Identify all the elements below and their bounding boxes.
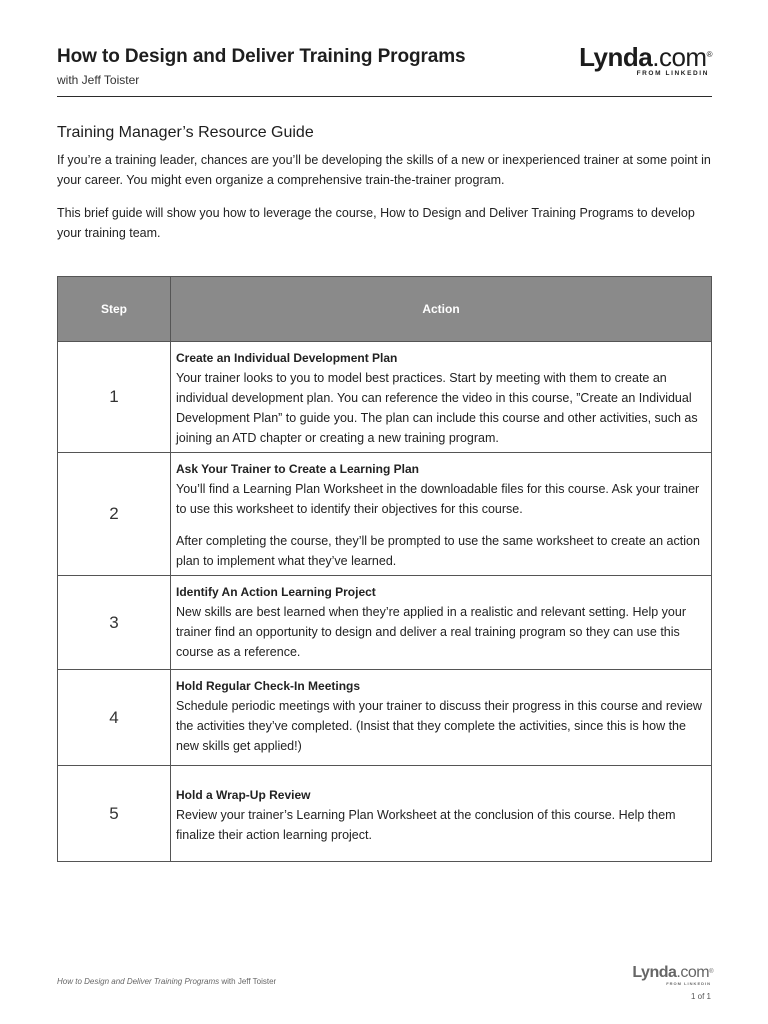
action-text-followup: After completing the course, they’ll be prompted to use the same worksheet to create an action plan to implement what they’ve learned. bbox=[176, 534, 700, 568]
step-number: 5 bbox=[58, 766, 171, 862]
document-header bbox=[57, 44, 712, 97]
footer-logo-domain: .com bbox=[676, 964, 710, 981]
action-title: Ask Your Trainer to Create a Learning Plan bbox=[176, 462, 419, 476]
step-number: 4 bbox=[58, 670, 171, 766]
action-cell bbox=[171, 576, 712, 670]
action-title: Create an Individual Development Plan bbox=[176, 351, 398, 365]
table-row bbox=[58, 342, 712, 453]
logo-tagline: FROM LINKEDIN bbox=[636, 70, 709, 77]
section-title: Training Manager’s Resource Guide bbox=[57, 124, 314, 141]
action-text: Review your trainer’s Learning Plan Worksheet at the conclusion of this course. Help them finalize their action learning project. bbox=[176, 807, 676, 842]
action-text: New skills are best learned when they’re applied in a realistic and relevant setting. Help your trainer find an opportunity to design and deliver a real training program so they can use this course as a reference. bbox=[176, 605, 686, 659]
action-cell bbox=[171, 766, 712, 862]
action-cell bbox=[171, 453, 712, 576]
table-row bbox=[58, 576, 712, 670]
table-row bbox=[58, 766, 712, 862]
action-text: Schedule periodic meetings with your trainer to discuss their progress in this course and review the activities they’ve completed. (Insist that they complete the activities, since this is how the new skills get applied!) bbox=[176, 699, 702, 753]
action-text: You’ll find a Learning Plan Worksheet in the downloadable files for this course. Ask your trainer to use this worksheet to identify their objectives for this course. bbox=[176, 482, 700, 516]
steps-table bbox=[57, 276, 712, 862]
footer-logo-brand: Lynda bbox=[632, 964, 677, 981]
footer-logo-tagline: FROM LINKEDIN bbox=[666, 981, 711, 986]
page-number: 1 of 1 bbox=[690, 992, 711, 1001]
intro-paragraph-1: If you’re a training leader, chances are you’ll be developing the skills of a new or inexperienced trainer at some point in your career. You might even organize a comprehensive train-the-trainer program. bbox=[57, 153, 711, 187]
action-column-header: Action bbox=[171, 277, 712, 342]
action-text: Your trainer looks to you to model best practices. Start by meeting with them to create an individual development plan. You can reference the video in this course, ”Create an Individual Development Plan” to guide you. The plan can include this course and other activities, such as joining an ATD chapter or creating a new training program. bbox=[176, 371, 698, 445]
footer-credit bbox=[57, 977, 276, 986]
step-column-header: Step bbox=[58, 277, 171, 342]
action-cell bbox=[171, 342, 712, 453]
document-subtitle: with Jeff Toister bbox=[57, 73, 140, 87]
intro-paragraph-2: This brief guide will show you how to leverage the course, How to Design and Deliver Training Programs to develop your training team. bbox=[57, 206, 695, 240]
action-cell bbox=[171, 670, 712, 766]
step-number: 3 bbox=[58, 576, 171, 670]
action-title: Hold Regular Check-In Meetings bbox=[176, 679, 361, 693]
logo-registered-mark: ® bbox=[706, 50, 712, 59]
action-title: Identify An Action Learning Project bbox=[176, 585, 376, 599]
table-row bbox=[58, 453, 712, 576]
footer-logo-registered-mark: ® bbox=[709, 969, 713, 975]
footer-lynda-logo bbox=[632, 965, 713, 986]
footer-author: with Jeff Toister bbox=[221, 977, 277, 986]
step-number: 2 bbox=[58, 453, 171, 576]
logo-brand: Lynda bbox=[579, 42, 653, 72]
footer-course-title: How to Design and Deliver Training Programs bbox=[57, 977, 220, 986]
action-title: Hold a Wrap-Up Review bbox=[176, 787, 311, 802]
lynda-logo bbox=[579, 44, 712, 77]
table-row bbox=[58, 670, 712, 766]
document-title: How to Design and Deliver Training Programs bbox=[57, 46, 466, 67]
step-number: 1 bbox=[58, 342, 171, 453]
table-header-row bbox=[58, 277, 712, 342]
logo-domain: .com bbox=[652, 42, 707, 72]
